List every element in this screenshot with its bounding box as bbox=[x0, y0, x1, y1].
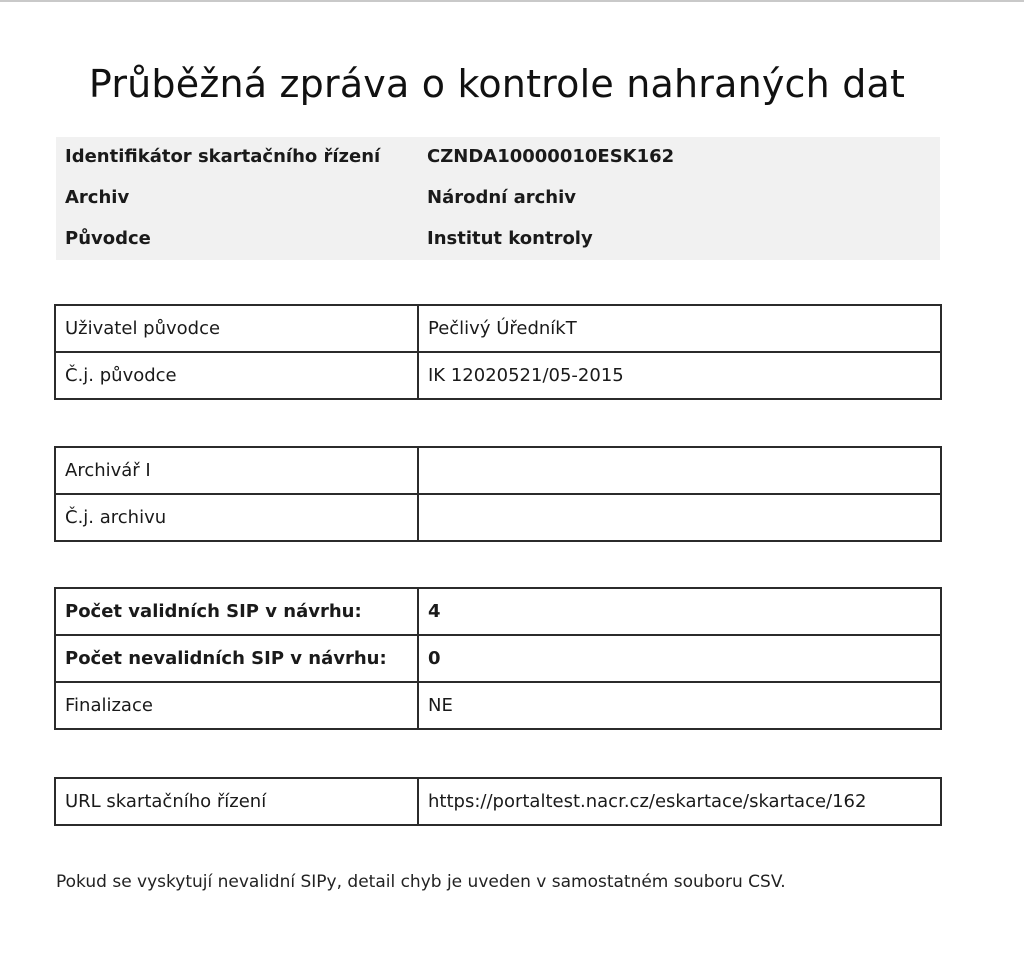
row-label: Č.j. původce bbox=[55, 352, 418, 399]
row-value: Pečlivý ÚředníkT bbox=[418, 305, 941, 352]
info-value: Národní archiv bbox=[427, 187, 577, 208]
table-row bbox=[55, 588, 941, 635]
row-value: 4 bbox=[418, 588, 941, 635]
table-row bbox=[55, 305, 941, 352]
originator-table bbox=[54, 304, 942, 400]
row-value: IK 12020521/05-2015 bbox=[418, 352, 941, 399]
row-value bbox=[418, 447, 941, 494]
table-row bbox=[55, 447, 941, 494]
page-title: Průběžná zpráva o kontrole nahraných dat bbox=[88, 62, 906, 106]
archive-table bbox=[54, 446, 942, 542]
table-row bbox=[55, 494, 941, 541]
row-label: Počet nevalidních SIP v návrhu: bbox=[55, 635, 418, 682]
row-label: Archivář I bbox=[55, 447, 418, 494]
info-row-archive bbox=[56, 178, 940, 218]
table-row bbox=[55, 352, 941, 399]
row-value bbox=[418, 494, 941, 541]
table-row bbox=[55, 778, 941, 825]
row-label: URL skartačního řízení bbox=[55, 778, 418, 825]
footnote: Pokud se vyskytují nevalidní SIPy, detail chyb je uveden v samostatném souboru CSV. bbox=[56, 872, 786, 892]
table-row bbox=[55, 682, 941, 729]
row-label: Uživatel původce bbox=[55, 305, 418, 352]
url-value: https://portaltest.nacr.cz/eskartace/skartace/162 bbox=[418, 778, 941, 825]
row-value: 0 bbox=[418, 635, 941, 682]
summary-info-block bbox=[56, 137, 940, 260]
info-label: Archiv bbox=[65, 187, 130, 208]
row-value: NE bbox=[418, 682, 941, 729]
info-label: Původce bbox=[65, 228, 151, 249]
info-row-originator bbox=[56, 219, 940, 259]
row-label: Počet validních SIP v návrhu: bbox=[55, 588, 418, 635]
row-label: Č.j. archivu bbox=[55, 494, 418, 541]
counts-table bbox=[54, 587, 942, 730]
info-row-identifier bbox=[56, 137, 940, 177]
info-value: CZNDA10000010ESK162 bbox=[427, 146, 675, 167]
url-table bbox=[54, 777, 942, 826]
table-row bbox=[55, 635, 941, 682]
info-label: Identifikátor skartačního řízení bbox=[65, 146, 381, 167]
row-label: Finalizace bbox=[55, 682, 418, 729]
info-value: Institut kontroly bbox=[427, 228, 593, 249]
